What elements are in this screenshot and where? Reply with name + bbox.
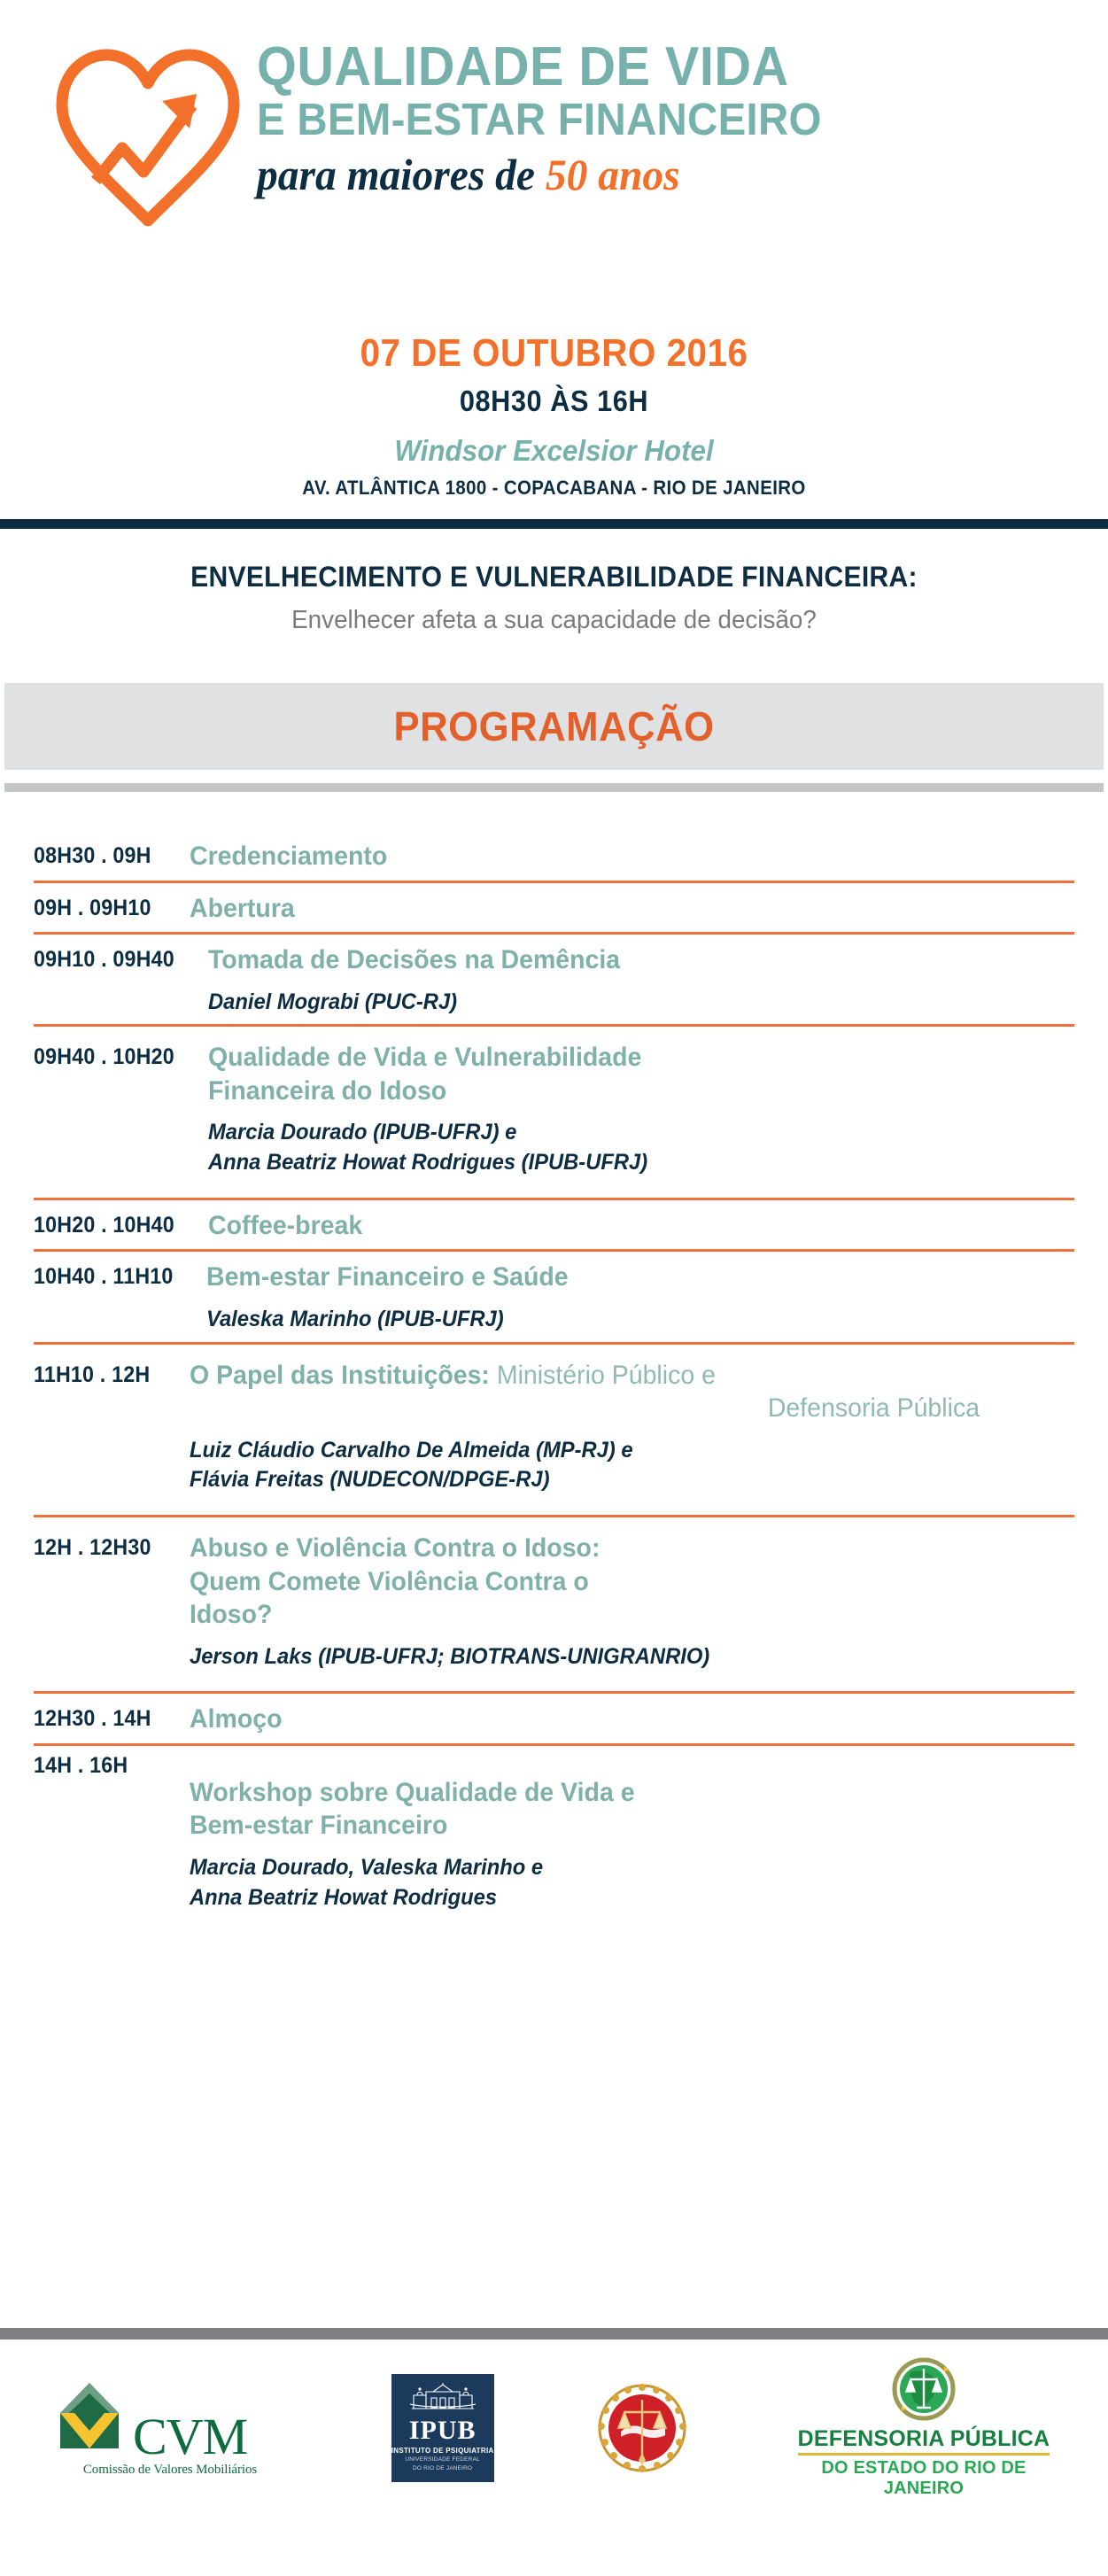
theme-subtitle: Envelhecer afeta a sua capacidade de decisão? — [291, 606, 817, 634]
logo-defensoria — [791, 2356, 1057, 2499]
row-time: 08H30 . 09H — [34, 843, 151, 868]
row-title-light: Ministério Público e — [489, 1360, 716, 1390]
cvm-subtitle: Comissão de Valores Mobiliários — [82, 2463, 258, 2477]
row-speakers — [208, 988, 1031, 1018]
row-time: 12H . 12H30 — [34, 1535, 151, 1560]
brand-row — [0, 0, 1108, 229]
speaker-line: Anna Beatriz Howat Rodrigues (IPUB-UFRJ) — [207, 1150, 647, 1175]
speaker-line: Marcia Dourado, Valeska Marinho e — [190, 1854, 544, 1880]
row-time: 09H40 . 10H20 — [34, 1044, 174, 1070]
table-row — [34, 1252, 1074, 1344]
poster-title-line1: QUALIDADE DE VIDA — [257, 36, 789, 97]
ipub-acronym: IPUB — [408, 2415, 477, 2445]
row-body — [167, 892, 1074, 926]
speaker-line: Luiz Cláudio Carvalho De Almeida (MP-RJ) e — [190, 1437, 633, 1463]
row-title: Workshop sobre Qualidade de Vida e Bem-estar Financeiro — [190, 1777, 635, 1841]
defensoria-scales-icon — [889, 2410, 958, 2425]
table-row — [34, 935, 1074, 1027]
row-title: Almoço — [190, 1704, 283, 1734]
title-block — [257, 36, 864, 201]
row-speakers — [190, 1642, 1030, 1672]
sponsor-logos — [0, 2356, 1108, 2499]
poster-subtitle-text: para maiores de — [257, 149, 546, 199]
row-title: Credenciamento — [190, 842, 388, 871]
ipub-line1: INSTITUTO DE PSIQUIATRIA — [391, 2446, 494, 2455]
footer-divider-bar — [0, 2328, 1108, 2339]
poster-subtitle-accent: 50 anos — [545, 149, 680, 199]
row-title: Abertura — [190, 893, 295, 923]
ipub-building-icon — [410, 2381, 476, 2416]
speaker-line: Jerson Laks (IPUB-UFRJ; BIOTRANS-UNIGRANRIO) — [190, 1643, 710, 1669]
row-speakers — [190, 1853, 1030, 1913]
speaker-line: Valeska Marinho (IPUB-UFRJ) — [206, 1306, 505, 1331]
row-title: Qualidade de Vida e Vulnerabilidade Financeira do Idoso — [207, 1043, 642, 1106]
row-title-strong: O Papel das Instituições: — [190, 1360, 490, 1390]
table-row — [34, 1746, 1074, 1926]
row-body — [183, 1261, 1074, 1334]
program-schedule — [34, 831, 1074, 1925]
row-body — [167, 1359, 1074, 1496]
program-underbar — [4, 783, 1104, 792]
row-time: 10H40 . 11H10 — [34, 1264, 174, 1290]
program-banner-label: PROGRAMAÇÃO — [393, 703, 715, 749]
speaker-line: Flávia Freitas (NUDECON/DPGE-RJ) — [190, 1467, 550, 1493]
theme-title: ENVELHECIMENTO E VULNERABILIDADE FINANCEIRA: — [190, 561, 918, 593]
logo-mprj — [596, 2382, 688, 2474]
speaker-line: Anna Beatriz Howat Rodrigues — [190, 1884, 498, 1910]
cvm-acronym: CVM — [133, 2407, 248, 2465]
row-time: 10H20 . 10H40 — [34, 1212, 174, 1238]
row-body — [185, 1209, 1074, 1243]
mprj-seal-icon — [596, 2463, 688, 2478]
row-title: Bem-estar Financeiro e Saúde — [206, 1262, 569, 1292]
row-body — [167, 1703, 1074, 1736]
table-row — [34, 1345, 1074, 1518]
row-body — [185, 943, 1074, 1017]
row-title — [190, 1359, 1030, 1393]
row-title-line2: Defensoria Pública — [767, 1393, 980, 1423]
defensoria-title: DEFENSORIA PÚBLICA — [798, 2426, 1050, 2456]
row-time: 09H . 09H10 — [34, 895, 151, 920]
row-time: 09H10 . 09H40 — [34, 947, 174, 972]
table-row — [34, 1517, 1074, 1694]
event-date: 07 DE OUTUBRO 2016 — [360, 331, 748, 375]
row-title: Tomada de Decisões na Demência — [207, 945, 620, 974]
row-body — [167, 840, 1074, 873]
poster-title-line2: E BEM-ESTAR FINANCEIRO — [257, 93, 822, 144]
cvm-lockup — [51, 2378, 289, 2465]
theme-block — [0, 529, 1108, 635]
table-row — [34, 1200, 1074, 1253]
row-speakers — [208, 1118, 1031, 1178]
event-info — [0, 331, 1108, 500]
cvm-shield-icon — [51, 2378, 128, 2458]
table-row — [34, 883, 1074, 935]
ipub-line2: UNIVERSIDADE FEDERAL — [405, 2456, 480, 2463]
logo-cvm — [51, 2378, 289, 2478]
table-row — [34, 1027, 1074, 1200]
event-address: AV. ATLÂNTICA 1800 - COPACABANA - RIO DE JANEIRO — [302, 477, 806, 499]
table-row — [34, 1694, 1074, 1746]
poster-header — [0, 0, 1108, 328]
row-body — [167, 1753, 1074, 1913]
row-speakers — [206, 1305, 1031, 1335]
row-time: 12H30 . 14H — [34, 1706, 151, 1732]
row-time: 11H10 . 12H — [34, 1362, 151, 1387]
speaker-line: Daniel Mograbi (PUC-RJ) — [207, 989, 457, 1014]
table-row — [34, 831, 1074, 883]
event-venue: Windsor Excelsior Hotel — [394, 434, 714, 467]
event-time: 08H30 ÀS 16H — [459, 384, 649, 417]
row-speakers — [190, 1436, 1030, 1496]
defensoria-subtitle: DO ESTADO DO RIO DE JANEIRO — [821, 2458, 1027, 2498]
program-banner — [4, 683, 1104, 770]
poster-title-line3 — [257, 148, 833, 201]
row-body — [167, 1532, 1074, 1672]
logo-ipub — [391, 2374, 494, 2482]
row-time: 14H . 16H — [34, 1752, 128, 1778]
speaker-line: Marcia Dourado (IPUB-UFRJ) e — [207, 1120, 517, 1145]
ipub-line3: DO RIO DE JANEIRO — [412, 2464, 473, 2471]
defensoria-title-wrap — [791, 2426, 1057, 2456]
navy-divider — [0, 519, 1108, 529]
heart-growth-arrow-icon — [46, 39, 250, 229]
row-body — [185, 1041, 1074, 1178]
row-title: Coffee-break — [207, 1210, 363, 1240]
row-title: Abuso e Violência Contra o Idoso: Quem Comete Violência Contra o Idoso? — [190, 1533, 600, 1629]
